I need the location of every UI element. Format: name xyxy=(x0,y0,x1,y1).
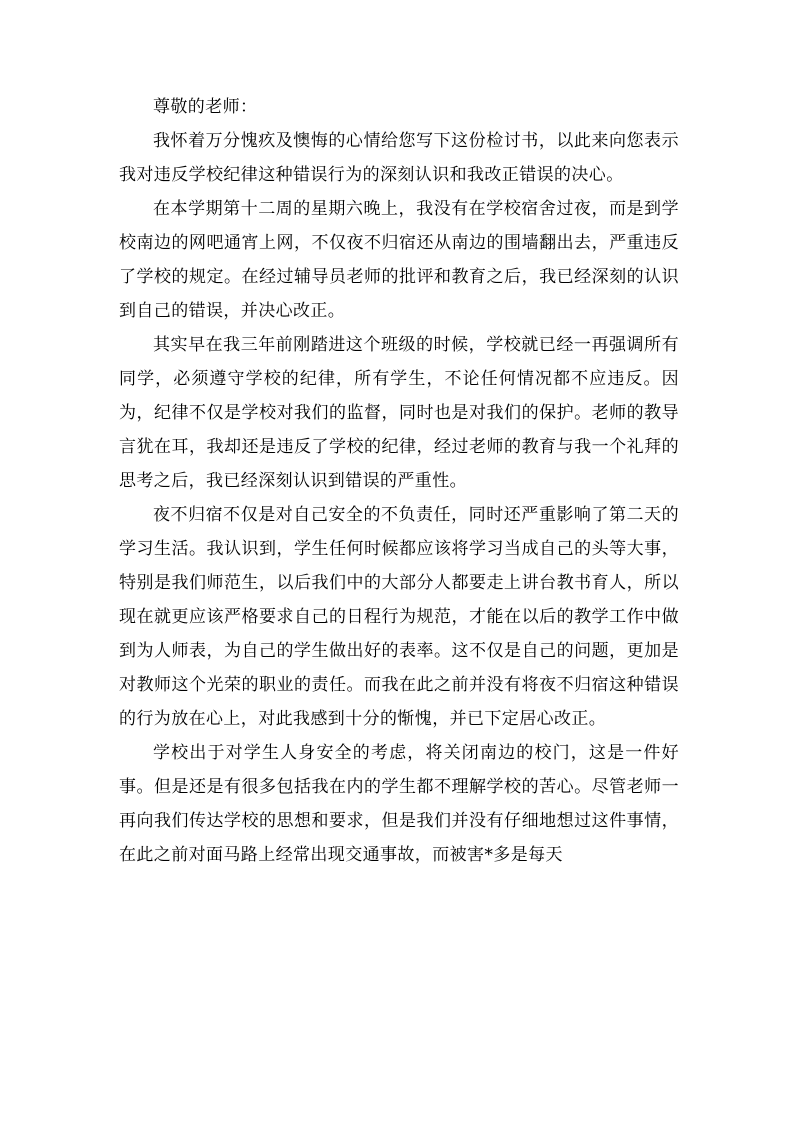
paragraph-discipline: 其实早在我三年前刚踏进这个班级的时候，学校就已经一再强调所有同学，必须遵守学校的纪律，所有学生，不论任何情况都不应违反。因为，纪律不仅是学校对我们的监督，同时也是对我们的保护。老师的教导言犹在耳，我却还是违反了学校的纪律，经过老师的教育与我一个礼拜的思考之后，我已经深刻认识到错误的严重性。 xyxy=(119,335,679,491)
paragraph-school-gate: 学校出于对学生人身安全的考虑，将关闭南边的校门，这是一件好事。但是还是有很多包括我在内的学生都不理解学校的苦心。尽管老师一再向我们传达学校的思想和要求，但是我们并没有仔细地想过这件事情，在此之前对面马路上经常出现交通事故，而被害*多是每天 xyxy=(119,743,679,865)
salutation: 尊敬的老师： xyxy=(153,97,258,117)
paragraph-incident: 在本学期第十二周的星期六晚上，我没有在学校宿舍过夜，而是到学校南边的网吧通宵上网，不仅夜不归宿还从南边的围墙翻出去，严重违反了学校的规定。在经过辅导员老师的批评和教育之后，我已经深刻的认识到自己的错误，并决心改正。 xyxy=(119,199,679,321)
paragraph-apology: 我怀着万分愧疚及懊悔的心情给您写下这份检讨书，以此来向您表示我对违反学校纪律这种错误行为的深刻认识和我改正错误的决心。 xyxy=(119,131,679,185)
paragraph-responsibility: 夜不归宿不仅是对自己安全的不负责任，同时还严重影响了第二天的学习生活。我认识到，学生任何时候都应该将学习当成自己的头等大事，特别是我们师范生，以后我们中的大部分人都要走上讲台教书育人，所以现在就更应该严格要求自己的日程行为规范，才能在以后的教学工作中做到为人师表，为自己的学生做出好的表率。这不仅是自己的问题，更加是对教师这个光荣的职业的责任。而我在此之前并没有将夜不归宿这种错误的行为放在心上，对此我感到十分的惭愧，并已下定居心改正。 xyxy=(119,505,679,729)
letter-body xyxy=(119,90,679,872)
